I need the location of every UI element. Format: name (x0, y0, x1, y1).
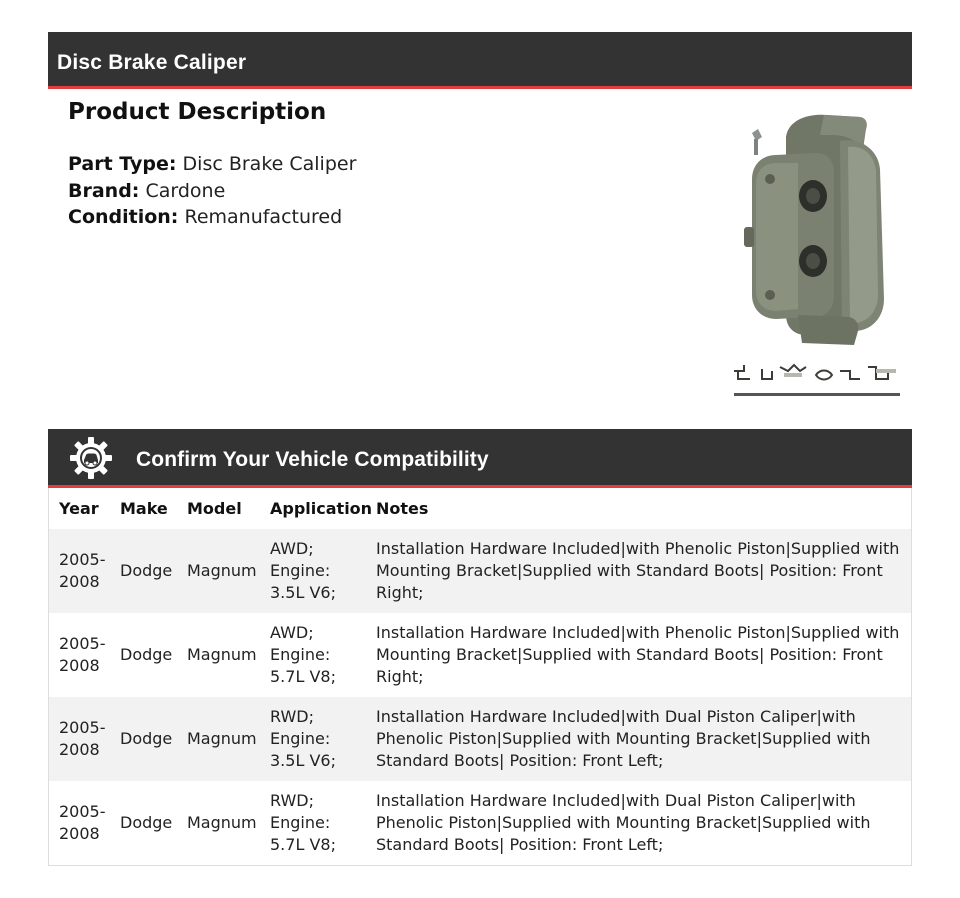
table-row (49, 613, 911, 697)
cell-notes: Installation Hardware Included|with Phenolic Piston|Supplied with Mounting Bracket|Supplied with Standard Boots| Position: Front Right; (376, 539, 900, 602)
cell-model: Magnum (187, 813, 257, 832)
table-row (49, 529, 911, 613)
spec-value: Cardone (145, 179, 226, 202)
cell-application: AWD; Engine: 5.7L V8; (270, 623, 336, 686)
cell-model: Magnum (187, 729, 257, 748)
cell-year: 2005-2008 (59, 718, 106, 759)
cell-application: RWD; Engine: 5.7L V8; (270, 791, 336, 854)
table-header-row (49, 488, 911, 529)
spec-part-type (68, 151, 356, 178)
spec-key: Condition: (68, 206, 179, 228)
cell-model: Magnum (187, 561, 257, 580)
spec-list (68, 151, 356, 231)
cell-year: 2005-2008 (59, 634, 106, 675)
table-row (49, 697, 911, 781)
cell-application: AWD; Engine: 3.5L V6; (270, 539, 336, 602)
product-title-bar (48, 32, 912, 89)
spec-value: Remanufactured (184, 206, 343, 228)
column-header-application: Application (260, 488, 366, 529)
compatibility-table (49, 488, 911, 865)
cell-make: Dodge (120, 645, 173, 664)
cell-year: 2005-2008 (59, 550, 106, 591)
column-header-model: Model (177, 488, 260, 529)
cell-notes: Installation Hardware Included|with Phenolic Piston|Supplied with Mounting Bracket|Supplied with Standard Boots| Position: Front Right; (376, 623, 900, 686)
compatibility-table-wrapper (48, 488, 912, 866)
column-header-notes: Notes (366, 488, 911, 529)
product-description-heading: Product Description (68, 99, 327, 125)
column-header-make: Make (110, 488, 177, 529)
table-row (49, 781, 911, 865)
brake-caliper-image (728, 109, 908, 401)
cell-make: Dodge (120, 813, 173, 832)
column-header-year: Year (49, 488, 110, 529)
compatibility-bar (48, 429, 912, 488)
gear-car-icon (69, 436, 113, 480)
product-title: Disc Brake Caliper (57, 51, 247, 74)
cell-year: 2005-2008 (59, 802, 106, 843)
spec-value: Disc Brake Caliper (182, 153, 357, 175)
compatibility-title: Confirm Your Vehicle Compatibility (136, 448, 489, 471)
cell-notes: Installation Hardware Included|with Dual Piston Caliper|with Phenolic Piston|Supplied with Mounting Bracket|Supplied with Standard Boots| Position: Front Left; (376, 791, 871, 854)
product-section (48, 89, 912, 409)
cell-application: RWD; Engine: 3.5L V6; (270, 707, 336, 770)
cell-make: Dodge (120, 729, 173, 748)
spec-condition (68, 204, 356, 231)
cell-make: Dodge (120, 561, 173, 580)
cell-notes: Installation Hardware Included|with Dual Piston Caliper|with Phenolic Piston|Supplied with Mounting Bracket|Supplied with Standard Boots| Position: Front Left; (376, 707, 871, 770)
cell-model: Magnum (187, 645, 257, 664)
spec-key: Brand: (68, 179, 140, 202)
spec-key: Part Type: (68, 153, 177, 175)
spec-brand (68, 178, 356, 205)
